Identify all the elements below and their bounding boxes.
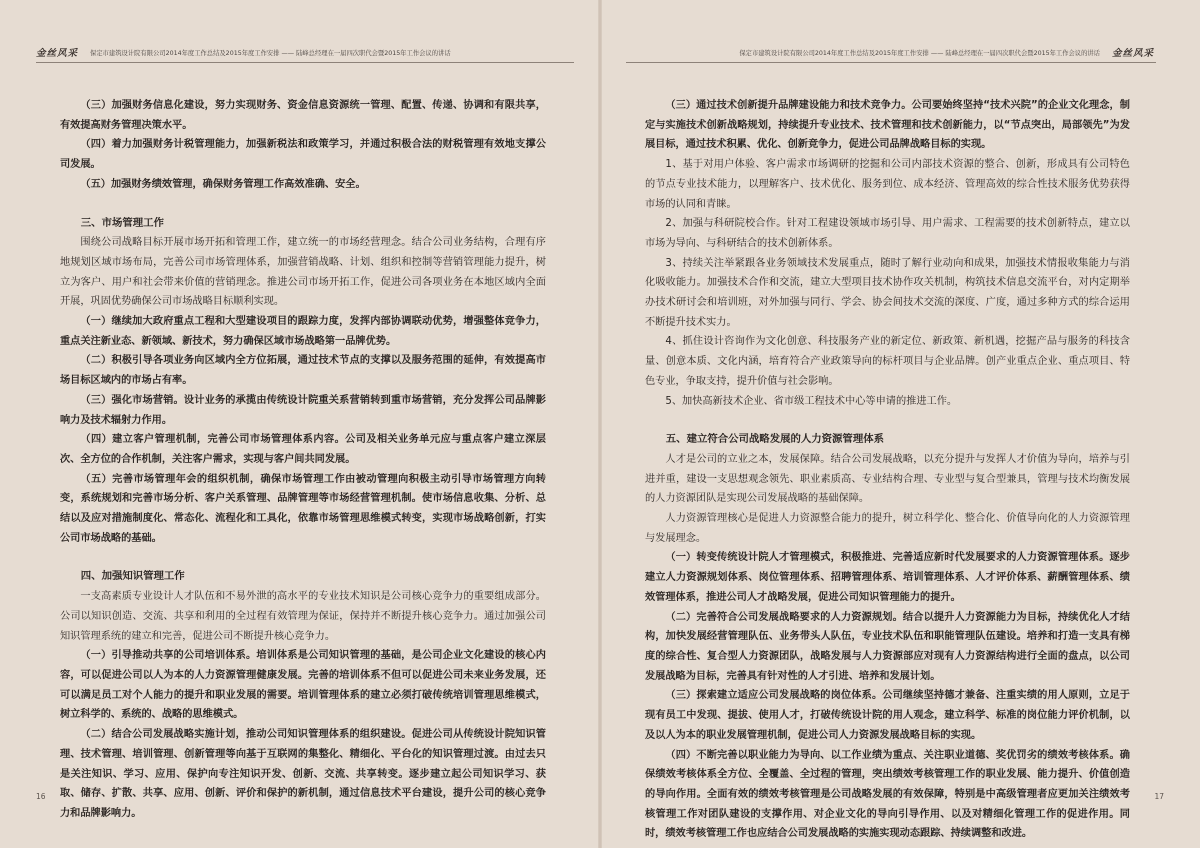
section-spacer	[645, 411, 1130, 430]
header-rule	[626, 62, 1156, 63]
bold-paragraph: （四）不断完善以职业能力为导向、以工作业绩为重点、关注职业道德、奖优罚劣的绩效考核体系。确保绩效考核体系全方位、全覆盖、全过程的管理，突出绩效考核管理工作的职业发展、能力提升、价值创造的导向作用。全面有效的绩效考核管理是公司战略发展的有效保障，特别是中高级管理者应更加关注绩效考核管理工作对团队建设的支撑作用、对企业文化的导向引导作用、以及对精细化管理工作的促进作用。同时，绩效考核管理工作也应结合公司发展战略的实施实现动态跟踪、持续调整和改进。	[645, 749, 1130, 840]
running-title: 保定市建筑设计院有限公司2014年度工作总结及2015年度工作安排 —— 陆峰总经理在一届四次职代会暨2015年工作会议的讲话	[739, 49, 1100, 57]
bold-paragraph: （二）完善符合公司发展战略要求的人力资源规划。结合以提升人力资源能力为目标，持续优化人才结构，加快发展经营管理队伍、业务带头人队伍，专业技术队伍和职能管理队伍建设。培养和打造一支具有梯度的综合性、复合型人力资源团队，战略发展与人力资源部应对现有人力资源结构进行全面的盘点，以公司发展战略为目标，完善具有针对性的人才引进、培养和发展计划。	[645, 611, 1130, 682]
page-header	[739, 42, 1154, 62]
page-number: 16	[36, 792, 46, 801]
section-spacer	[60, 548, 546, 567]
bold-paragraph: （一）转变传统设计院人才管理模式，积极推进、完善适应新时代发展要求的人力资源管理体系。逐步建立人力资源规划体系、岗位管理体系、招聘管理体系、培训管理体系、人才评价体系、薪酬管理体系、绩效管理体系，推进公司人才战略发展，促进公司知识管理能力的提升。	[645, 552, 1130, 603]
body-paragraph: 1、基于对用户体验、客户需求市场调研的挖掘和公司内部技术资源的整合、创新，形成具有公司特色的节点专业技术能力，以理解客户、技术优化、服务到位、成本经济、管理高效的综合性技术服务优势获得市场的认同和青睐。	[645, 159, 1130, 210]
running-title: 保定市建筑设计院有限公司2014年度工作总结及2015年度工作安排 —— 陆峰总经理在一届四次职代会暨2015年工作会议的讲话	[90, 49, 451, 57]
header-logo: 金丝风采	[36, 48, 79, 59]
section-spacer	[60, 195, 546, 214]
left-page-body	[60, 96, 546, 824]
right-page	[600, 0, 1200, 848]
bold-paragraph: （二）积极引导各项业务向区域内全方位拓展，通过技术节点的支撑以及服务范围的延伸，有效提高市场目标区域内的市场占有率。	[60, 355, 546, 387]
bold-paragraph: （五）加强财务绩效管理，确保财务管理工作高效准确、安全。	[80, 178, 366, 190]
bold-paragraph: （五）完善市场管理年会的组织机制，确保市场管理工作由被动管理向积极主动引导市场管理方向转变，系统规划和完善市场分析、客户关系管理、品牌管理等市场经营管理机制。使市场信息收集、分析、总结以及应对措施制度化、常态化、流程化和工具化，依靠市场管理思维模式转变，实现市场战略创新，打实公司市场战略的基础。	[60, 473, 546, 544]
bold-paragraph: （一）继续加大政府重点工程和大型建设项目的跟踪力度，发挥内部协调联动优势，增强整体竞争力，重点关注新业态、新领域、新技术，努力确保区域市场战略第一品牌优势。	[60, 316, 546, 347]
section-heading: 五、建立符合公司战略发展的人力资源管理体系	[665, 433, 884, 446]
header-logo: 金丝风采	[1111, 48, 1154, 59]
body-paragraph: 4、抓住设计咨询作为文化创意、科技服务产业的新定位、新政策、新机遇，挖掘产品与服务的科技含量、创意本质、文化内涵，培育符合产业政策导向的标杆项目与企业品牌。创产业重点企业、重点项目、特色专业，争取支持，提升价值与社会影响。	[645, 336, 1130, 387]
body-paragraph: 人才是公司的立业之本，发展保障。结合公司发展战略，以充分提升与发挥人才价值为导向，培养与引进并重，建设一支思想观念领先、职业素质高、专业结构合理、专业型与复合型兼具，管理与技术均衡发展的人力资源团队是实现公司发展战略的基础保障。	[645, 453, 1130, 505]
bold-paragraph: （三）强化市场营销。设计业务的承揽由传统设计院重关系营销转到重市场营销，充分发挥公司品牌影响力及技术辐射力作用。	[60, 394, 546, 426]
body-paragraph: 一支高素质专业设计人才队伍和不易外泄的高水平的专业技术知识是公司核心竞争力的重要组成部分。公司以知识创造、交流、共享和利用的全过程有效管理为保证，保持并不断提升核心竞争力。通过加强公司知识管理系统的建立和完善，促进公司不断提升核心竞争力。	[60, 591, 546, 642]
bold-paragraph: （三）通过技术创新提升品牌建设能力和技术竞争力。公司要始终坚持“技术兴院”的企业文化理念，制定与实施技术创新战略规划，持续提升专业技术、技术管理和技术创新能力，以“节点突出，局部领先”为发展目标，通过技术积累、优化、创新竞争力，促进公司品牌战略目标的实现。	[645, 100, 1130, 151]
body-paragraph: 人力资源管理核心是促进人力资源整合能力的提升，树立科学化、整合化、价值导向化的人力资源管理与发展理念。	[645, 513, 1130, 544]
body-paragraph: 2、加强与科研院校合作。针对工程建设领域市场引导、用户需求、工程需要的技术创新特点，建立以市场为导向、与科研结合的技术创新体系。	[645, 218, 1130, 249]
right-page-body	[645, 96, 1130, 844]
bold-paragraph: （四）着力加强财务计税管理能力，加强新税法和政策学习，并通过积极合法的财税管理有效地支撑公司发展。	[60, 139, 546, 171]
section-heading: 四、加强知识管理工作	[80, 570, 185, 583]
page-header	[36, 42, 451, 62]
body-paragraph: 3、持续关注举紧跟各业务领域技术发展重点，随时了解行业动向和成果，加强技术情报收集能力与消化吸收能力。加强技术合作和交流，建立大型项目技术协作攻关机制，构筑技术信息交流平台，对内定期举办技术研讨会和培训班，对外加强与同行、学会、协会间技术交流的深度、广度，通过多种方式的综合运用不断提升技术实力。	[645, 257, 1130, 328]
bold-paragraph: （一）引导推动共享的公司培训体系。培训体系是公司知识管理的基础，是公司企业文化建设的核心内容，可以促进公司以人为本的人力资源管理健康发展。完善的培训体系不但可以促进公司未来业务发展，还可以满足员工对个人能力的提升和职业发展的需要。培训管理体系的建立必须打破传统培训管理思维模式，树立科学的、系统的、战略的思维模式。	[60, 650, 546, 721]
bold-paragraph: （四）建立客户管理机制，完善公司市场管理体系内容。公司及相关业务单元应与重点客户建立深层次、全方位的合作机制，关注客户需求，实现与客户间共同发展。	[60, 434, 546, 465]
body-paragraph: 5、加快高新技术企业、省市级工程技术中心等申请的推进工作。	[665, 395, 958, 407]
page-number: 17	[1154, 792, 1164, 801]
bold-paragraph: （三）探索建立适应公司发展战略的岗位体系。公司继续坚持德才兼备、注重实绩的用人原则，立足于现有员工中发现、提拔、使用人才，打破传统设计院的用人观念，建立科学、标准的岗位能力评价机制，以及以人为本的职业发展管理机制，促进公司人力资源发展战略目标的实现。	[645, 690, 1130, 741]
bold-paragraph: （三）加强财务信息化建设，努力实现财务、资金信息资源统一管理、配置、传递、协调和有限共享，有效提高财务管理决策水平。	[60, 100, 546, 131]
header-rule	[36, 62, 574, 63]
section-heading: 三、市场管理工作	[80, 216, 164, 229]
body-paragraph: 围绕公司战略目标开展市场开拓和管理工作，建立统一的市场经营理念。结合公司业务结构，合理有序地规划区域市场布局，完善公司市场管理体系，加强营销战略、计划、组织和控制等营销管理能力提升，树立为客户、用户和社会带来价值的营销理念。推进公司市场开拓工作，促进公司各项业务在本地区域内全面开展，巩固优势确保公司市场战略目标顺利实现。	[60, 237, 546, 308]
bold-paragraph: （二）结合公司发展战略实施计划，推动公司知识管理体系的组织建设。促进公司从传统设计院知识管理、技术管理、培训管理、创新管理等向基于互联网的集整化、精细化、平台化的知识管理过渡。由过去只是关注知识、学习、应用、保护向专注知识开发、创新、交流、共享转变。逐步建立起公司知识学习、获取、储存、扩散、共享、应用、创新、评价和保护的新机制，通过信息技术平台建设，提升公司的核心竞争力和品牌影响力。	[60, 729, 546, 819]
